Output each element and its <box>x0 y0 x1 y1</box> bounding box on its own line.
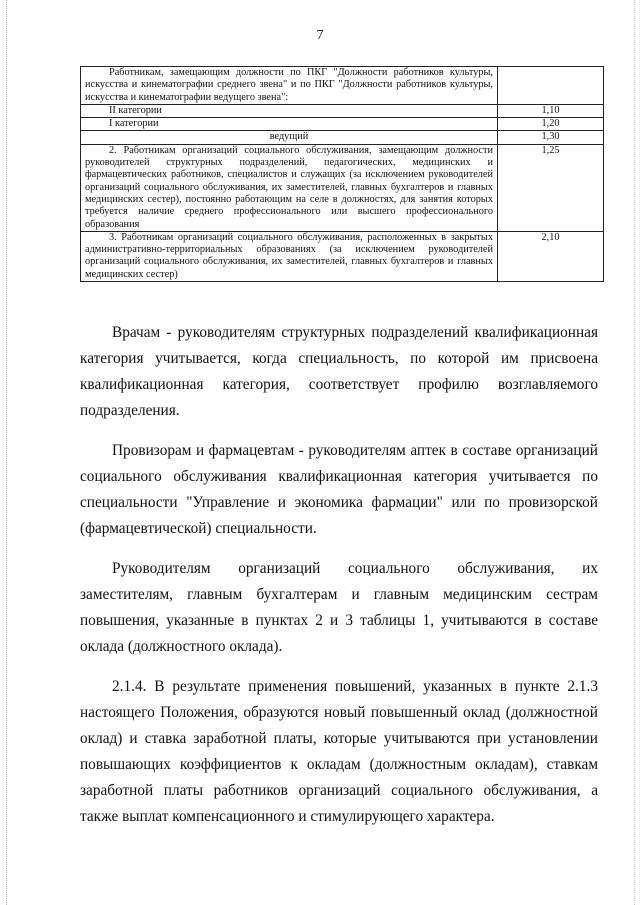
page-number: 7 <box>316 28 324 43</box>
table-cell-coefficient: 2,10 <box>498 231 604 281</box>
paragraph-pharmacists: Провизорам и фармацевтам - руководителям аптек в составе организаций социального обслуживания квалификационная категория учитывается по специальности "Управление и экономика фармации" или по провизорской (фармацевтической) специальности. <box>80 442 598 537</box>
table-cell-position: I категории <box>81 118 498 131</box>
table-cell-position: 2. Работникам организаций социального обслуживания, замещающим должности руководителей структурных подразделений, педагогических, медицинских и фармацевтических работников, специалистов и служащих (за исключением руководителей организаций социального обслуживания, их заместителей, главных бухгалтеров и главных медицинских сестер), постоянно работающим на селе в должностях, для занятия которых требуется наличие среднего профессионального или высшего профессионального образования <box>81 144 498 231</box>
table-row <box>81 67 604 105</box>
table-cell-coefficient <box>498 67 604 105</box>
table-row <box>81 104 604 117</box>
coefficient-table <box>80 66 604 282</box>
paragraph-managers: Руководителям организаций социального обслуживания, их заместителям, главным бухгалтерам и главным медицинским сестрам повышения, указанные в пунктах 2 и 3 таблицы 1, учитываются в составе оклада (должностного оклада). <box>80 560 598 655</box>
paragraph-section-2-1-4: 2.1.4. В результате применения повышений, указанных в пункте 2.1.3 настоящего Положения, образуются новый повышенный оклад (должностной оклад) и ставка заработной платы, которые учитываются при установлении повышающих коэффициентов к окладам (должностным окладам), ставкам заработной платы работников организаций социального обслуживания, а также выплат компенсационного и стимулирующего характера. <box>80 678 598 825</box>
table-cell-position: 3. Работникам организаций социального обслуживания, расположенных в закрытых административно-территориальных образованиях (за исключением руководителей организаций социального обслуживания, их заместителей, главных бухгалтеров и главных медицинских сестер) <box>81 231 498 281</box>
table-cell-position: ведущий <box>81 131 498 144</box>
table-row <box>81 231 604 281</box>
table-row <box>81 131 604 144</box>
table-row <box>81 144 604 231</box>
table-cell-coefficient: 1,20 <box>498 118 604 131</box>
table-cell-position: Работникам, замещающим должности по ПКГ "Должности работников культуры, искусства и кинематографии среднего звена" и по ПКГ "Должности работников культуры, искусства и кинематографии ведущего звена": <box>81 67 498 105</box>
table-cell-position: II категории <box>81 104 498 117</box>
table-cell-coefficient: 1,30 <box>498 131 604 144</box>
scan-edge-right <box>634 0 635 905</box>
paragraph-doctors: Врачам - руководителям структурных подразделений квалификационная категория учитывается, когда специальность, по которой им присвоена квалификационная категория, соответствует профилю возглавляемого подразделения. <box>80 324 598 419</box>
scan-edge-left <box>6 0 7 905</box>
table-cell-coefficient: 1,25 <box>498 144 604 231</box>
table-row <box>81 118 604 131</box>
table-cell-coefficient: 1,10 <box>498 104 604 117</box>
body-text <box>80 320 598 844</box>
